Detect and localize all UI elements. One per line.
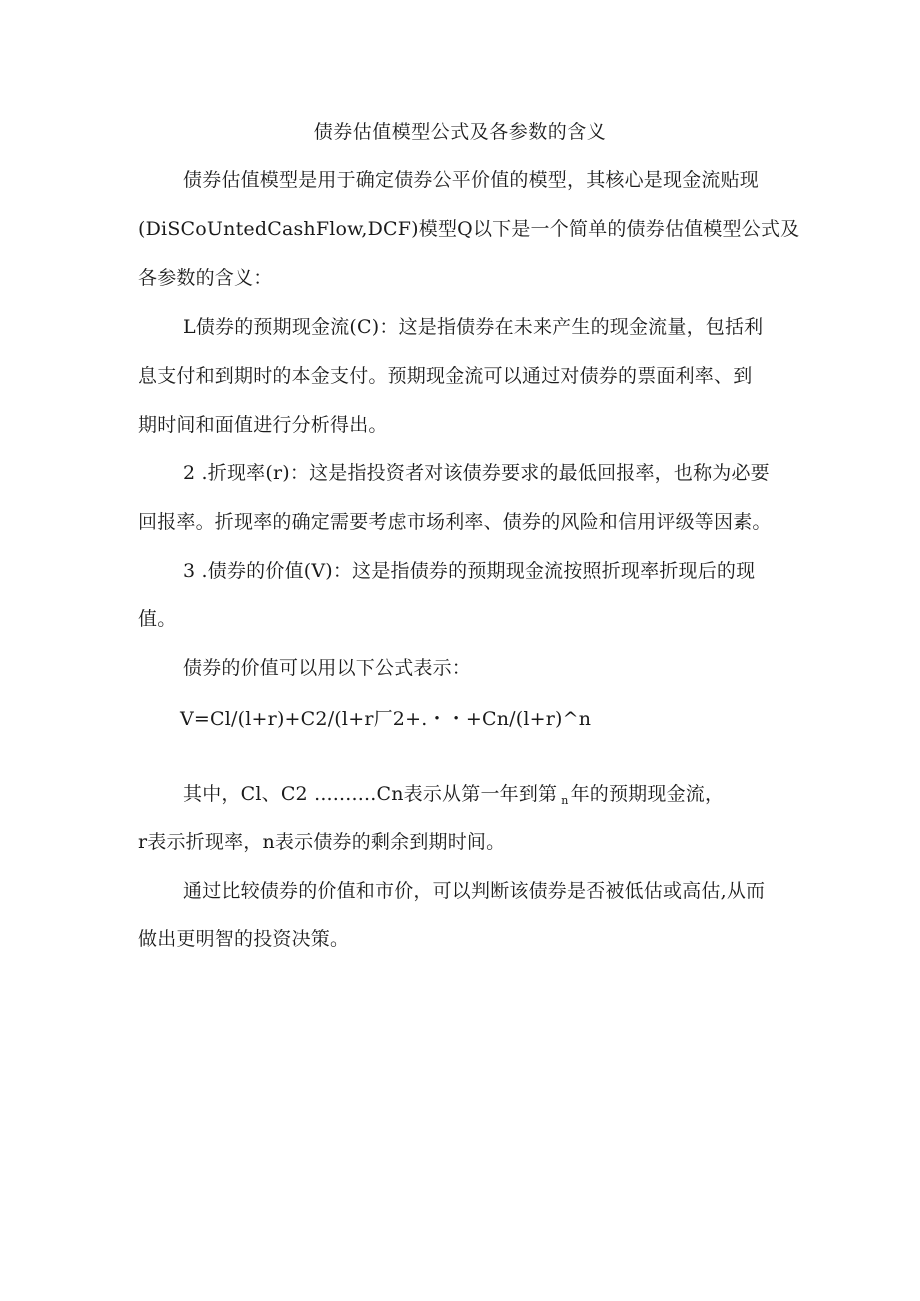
item1-line-2: 息支付和到期时的本金支付。预期现金流可以通过对债券的票面利率、到 (138, 365, 753, 387)
intro-line-2: (DiSCoUntedCashFlow,DCF)模型Q以下是一个简单的债券估值模型公式及 (138, 218, 800, 240)
where-line-2: r表示折现率，n表示债券的剩余到期时间。 (138, 831, 506, 853)
intro-line-1: 债券估值模型是用于确定债券公平价值的模型，其核心是现金流贴现 (183, 169, 760, 191)
item3-line-2: 值。 (138, 608, 177, 630)
item3-line-1: 3 .债券的价值(V)：这是指债券的预期现金流按照折现率折现后的现 (183, 560, 756, 582)
conclusion-line-1: 通过比较债券的价值和市价，可以判断该债券是否被低估或高估,从而 (183, 880, 766, 902)
subscript-n: n (561, 794, 569, 807)
intro-line-3: 各参数的含义： (138, 267, 273, 289)
item2-line-1: 2 .折现率(r)：这是指投资者对该债券要求的最低回报率，也称为必要 (183, 462, 770, 484)
item1-line-3: 期时间和面值进行分析得出。 (138, 414, 388, 436)
where-text-part1: 其中，Cl、C2 ..........Cn表示从第一年到第 (183, 783, 558, 805)
where-line-1 (183, 782, 724, 813)
formula-intro: 债券的价值可以用以下公式表示： (183, 657, 472, 679)
item2-line-2: 回报率。折现率的确定需要考虑市场利率、债券的风险和信用评级等因素。 (138, 511, 772, 533)
item1-line-1: L债券的预期现金流(C)：这是指债券在未来产生的现金流量，包括利 (183, 316, 764, 338)
where-text-part2: 年的预期现金流， (570, 783, 725, 805)
document-title: 债券估值模型公式及各参数的含义 (313, 121, 607, 143)
conclusion-line-2: 做出更明智的投资决策。 (138, 928, 350, 950)
valuation-formula: V=Cl∕(l+r)+C2∕(l+r厂2+.・・+Cn∕(l+r)^n (180, 708, 592, 730)
